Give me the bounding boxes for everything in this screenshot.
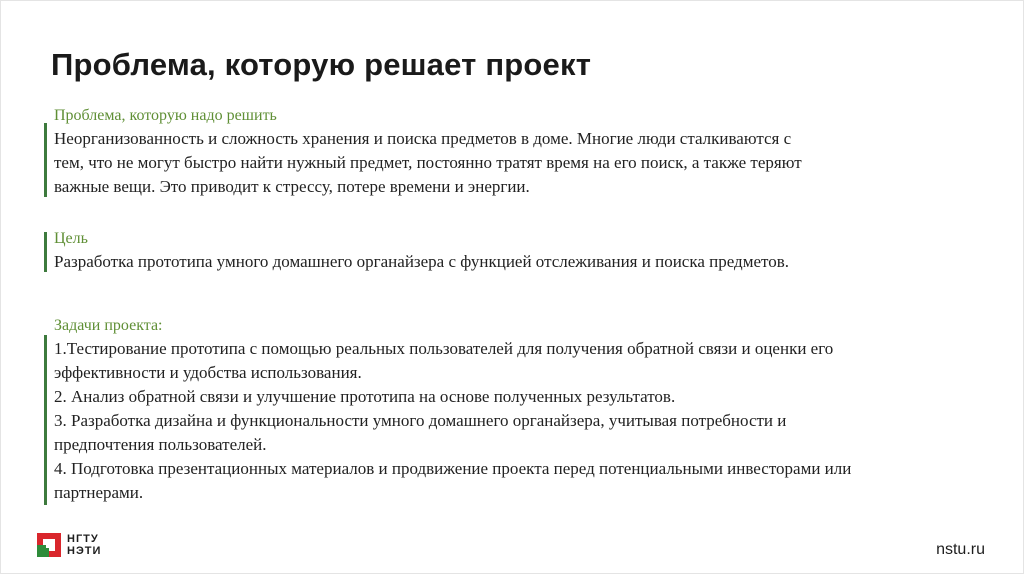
task-line: 4. Подготовка презентационных материалов и продвижение проекта перед потенциальными инвесторами или: [54, 459, 852, 478]
accent-bar: [44, 335, 47, 505]
goal-block: [44, 228, 984, 274]
nstu-logo-text: [67, 533, 101, 557]
tasks-heading: Задачи проекта:: [54, 317, 163, 334]
problem-heading: Проблема, которую надо решить: [54, 107, 277, 124]
problem-line: важные вещи. Это приводит к стрессу, потере времени и энергии.: [54, 177, 530, 196]
nstu-logo: [37, 533, 101, 557]
task-line: 3. Разработка дизайна и функциональности умного домашнего органайзера, учитывая потребности и: [54, 411, 787, 430]
task-line: предпочтения пользователей.: [54, 435, 267, 454]
goal-text: Разработка прототипа умного домашнего органайзера с функцией отслеживания и поиска предметов.: [54, 252, 789, 271]
task-line: партнерами.: [54, 483, 144, 502]
problem-block: [44, 105, 984, 199]
nstu-logo-mark-icon: [37, 533, 61, 557]
tasks-block: [44, 315, 1004, 505]
task-line: эффективности и удобства использования.: [54, 363, 362, 382]
problem-line: Неорганизованность и сложность хранения и поиска предметов в доме. Многие люди сталкиваются с: [54, 129, 792, 148]
accent-bar: [44, 232, 47, 272]
logo-line2: НЭТИ: [67, 545, 102, 557]
logo-line1: НГТУ: [67, 533, 99, 545]
task-line: 1.Тестирование прототипа с помощью реальных пользователей для получения обратной связи и оценки его: [54, 339, 834, 358]
accent-bar: [44, 123, 47, 197]
site-url: nstu.ru: [936, 541, 985, 558]
slide-title: Проблема, которую решает проект: [51, 47, 592, 82]
task-line: 2. Анализ обратной связи и улучшение прототипа на основе полученных результатов.: [54, 387, 676, 406]
goal-heading: Цель: [54, 230, 88, 247]
problem-line: тем, что не могут быстро найти нужный предмет, постоянно тратят время на его поиск, а также теряют: [54, 153, 802, 172]
